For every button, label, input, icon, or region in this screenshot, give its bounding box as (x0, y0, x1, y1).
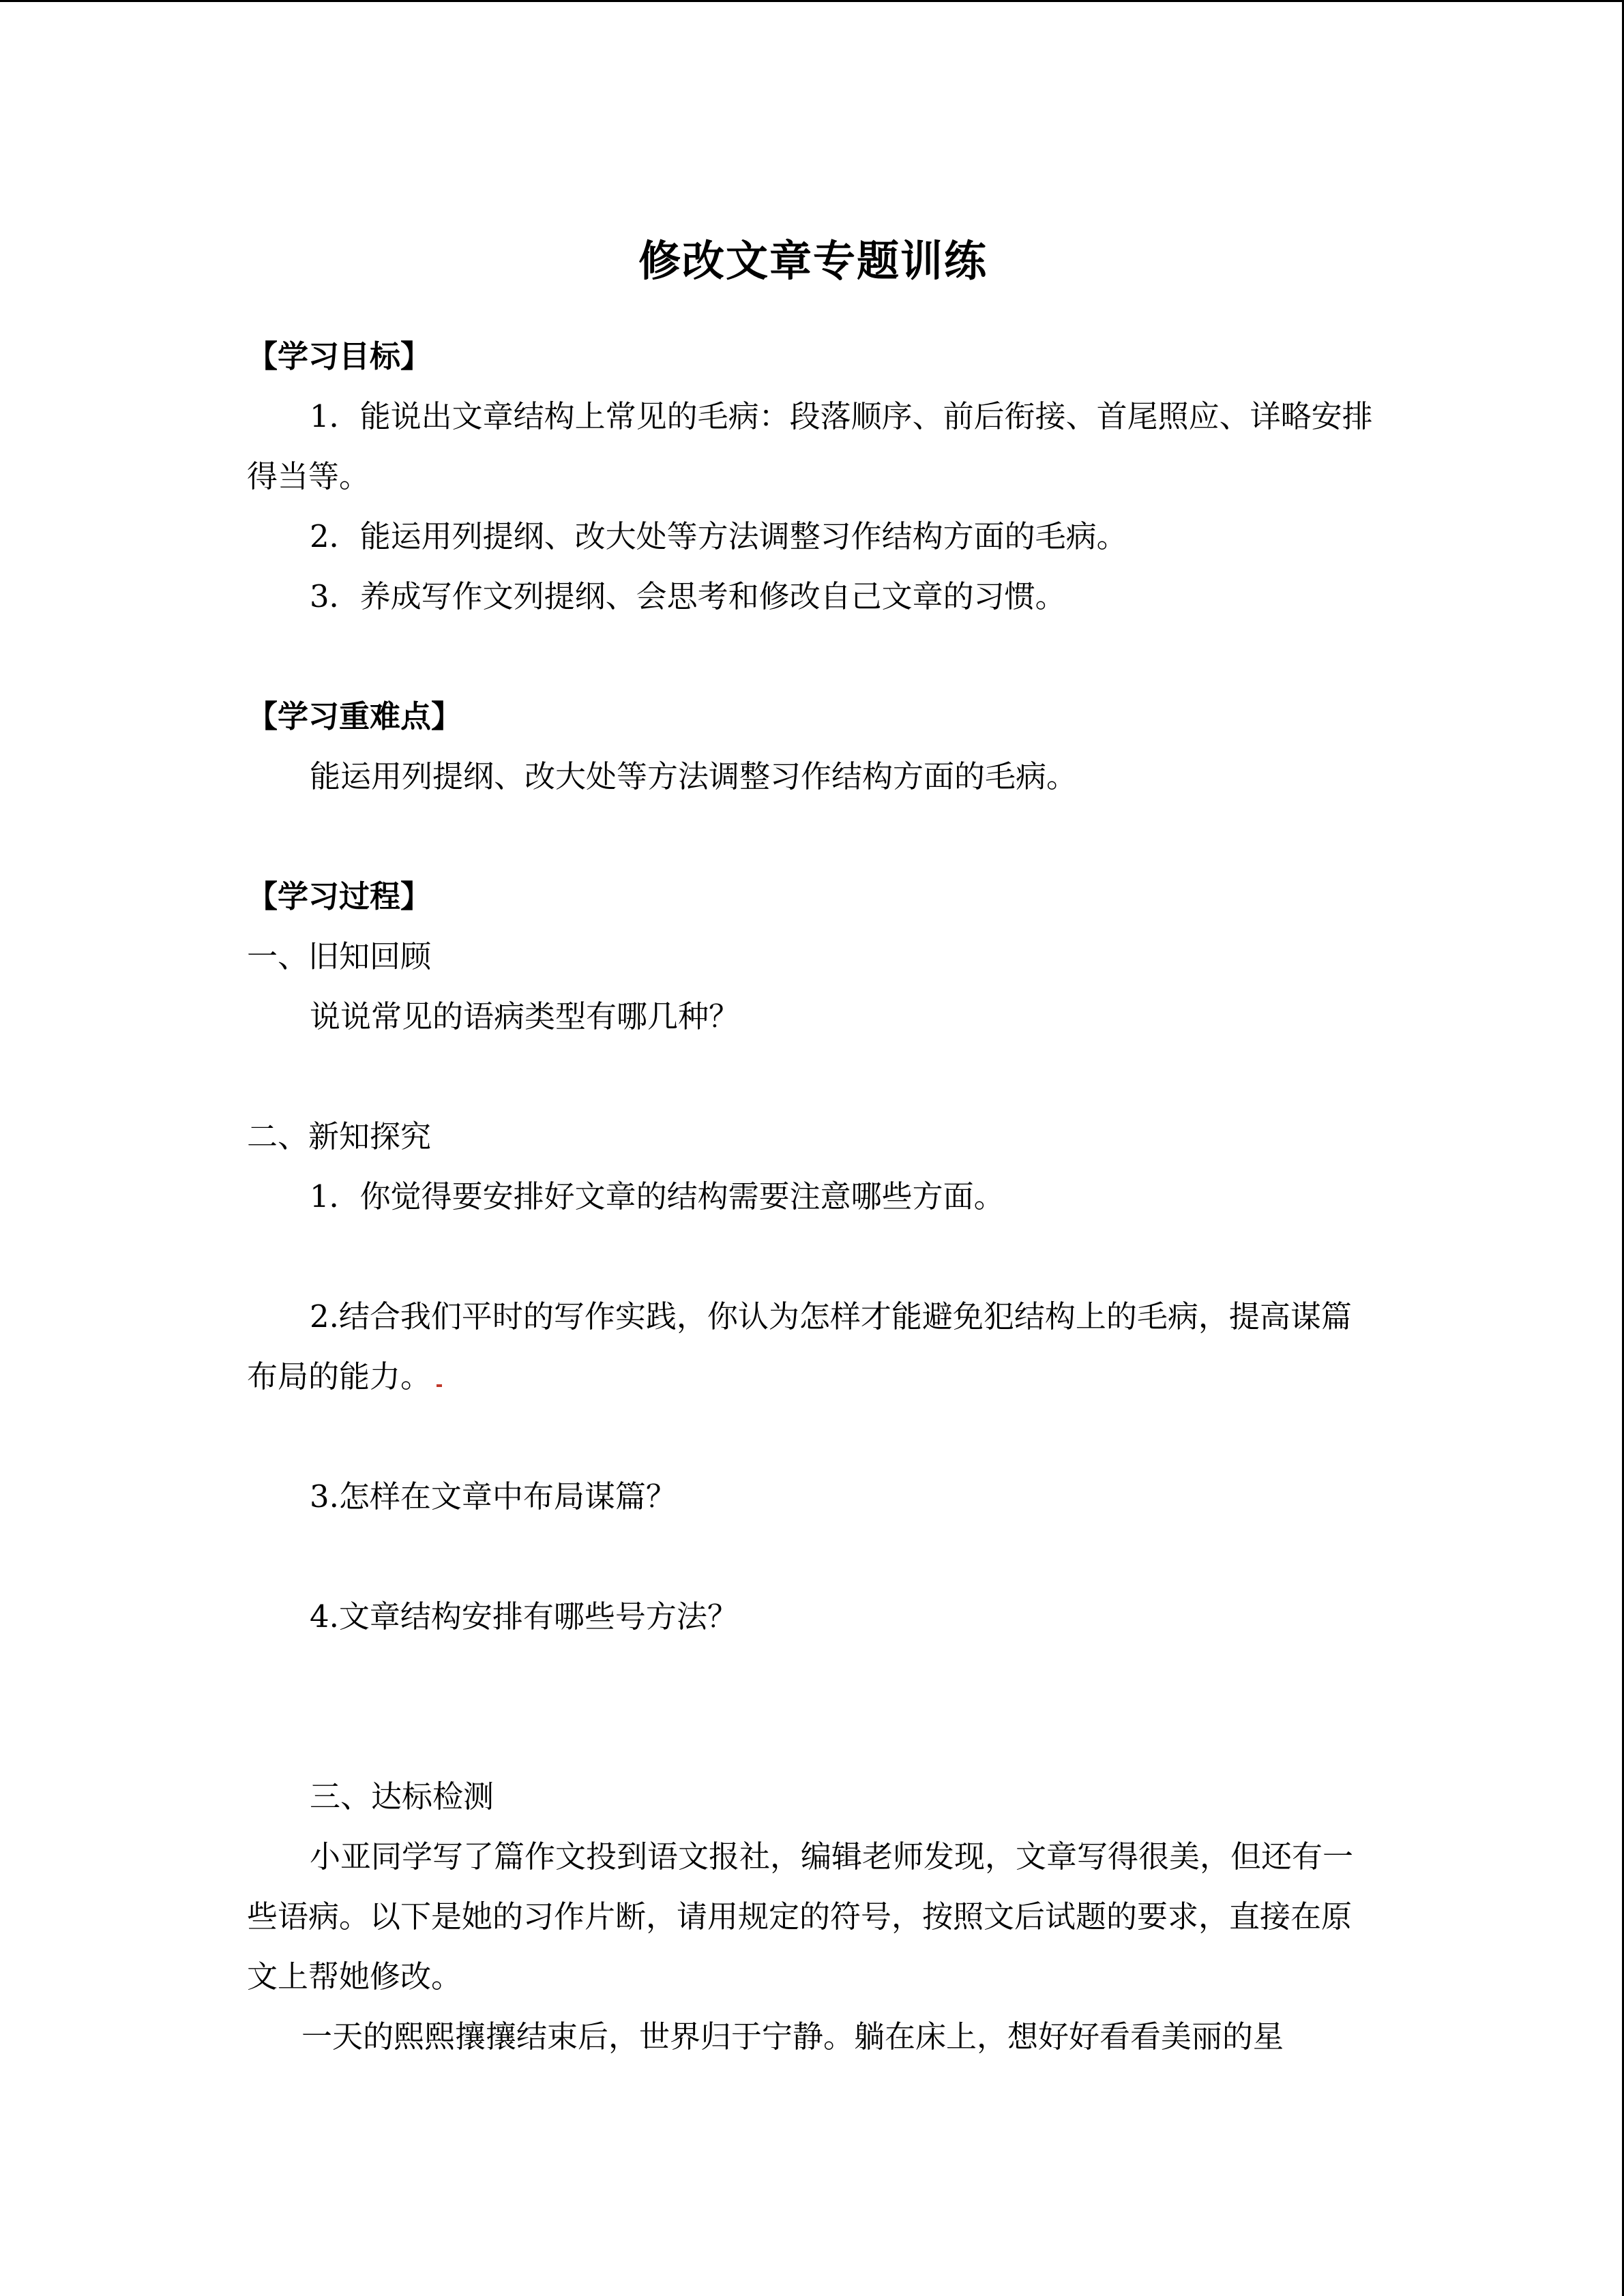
part3-excerpt: 一天的熙熙攘攘结束后，世界归于宁静。躺在床上，想好好看看美丽的星 (301, 2018, 1284, 2055)
spacer (247, 807, 1379, 867)
edit-mark (437, 1384, 442, 1387)
spacer (247, 1527, 1379, 1587)
spacer (247, 1047, 1379, 1107)
spacer (247, 627, 1379, 687)
part2-question-2 (247, 1287, 1379, 1407)
part2-question-1: 1．你觉得要安排好文章的结构需要注意哪些方面。 (310, 1178, 1005, 1214)
document-title: 修改文章专题训练 (638, 236, 988, 286)
part2-question-3: 3.怎样在文章中布局谋篇？ (310, 1478, 677, 1515)
spacer (247, 1407, 1379, 1467)
objective-item-3: 3．养成写作文列提纲、会思考和修改自己文章的习惯。 (310, 578, 1066, 614)
spacer (247, 1227, 1379, 1287)
part2-heading: 二、新知探究 (247, 1118, 432, 1154)
part3-intro: 小亚同学写了篇作文投到语文报社，编辑老师发现，文章写得很美，但还有一些语病。以下是她的习作片断，请用规定的符号，按照文后试题的要求，直接在原文上帮她修改。 (247, 1838, 1354, 1995)
part1-heading: 一、旧知回顾 (247, 938, 432, 974)
part2-question-4: 4.文章结构安排有哪些号方法？ (310, 1598, 738, 1635)
page-border-top (0, 0, 1624, 2)
objective-item-2: 2．能运用列提纲、改大处等方法调整习作结构方面的毛病。 (310, 518, 1127, 554)
key-points-heading: 【学习重难点】 (247, 698, 462, 734)
part3-heading: 三、达标检测 (310, 1778, 494, 1815)
part2-question-2-text: 2.结合我们平时的写作实践，你认为怎样才能避免犯结构上的毛病，提高谋篇布局的能力。 (247, 1298, 1352, 1395)
process-heading: 【学习过程】 (247, 878, 432, 914)
spacer (247, 1647, 1379, 1767)
part1-text: 说说常见的语病类型有哪几种？ (310, 998, 740, 1034)
key-points-text: 能运用列提纲、改大处等方法调整习作结构方面的毛病。 (310, 758, 1078, 794)
objectives-heading: 【学习目标】 (247, 338, 432, 374)
document-body (247, 232, 1379, 2067)
objective-item-1: 1．能说出文章结构上常见的毛病：段落顺序、前后衔接、首尾照应、详略安排得当等。 (247, 398, 1373, 494)
